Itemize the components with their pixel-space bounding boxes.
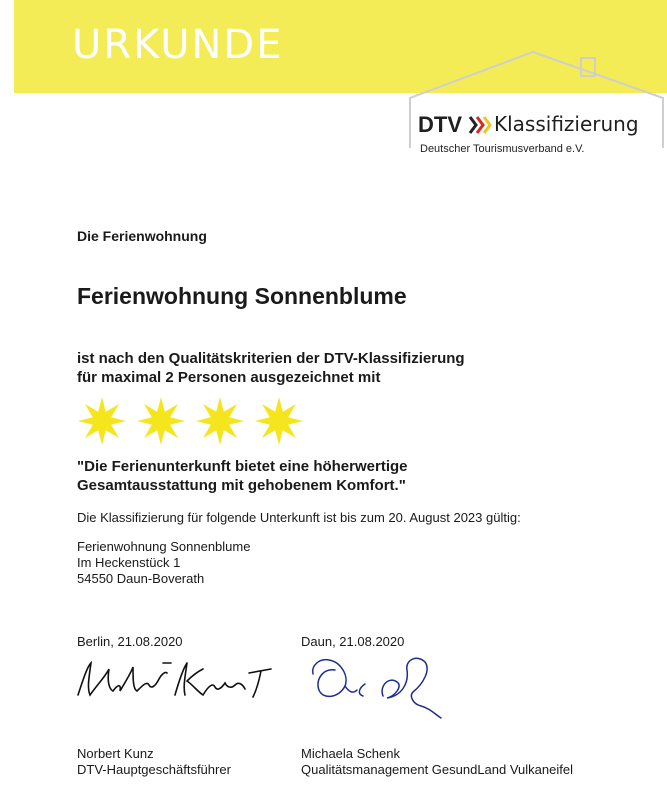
- logo-brand: DTV: [418, 112, 462, 137]
- star-icon: [196, 397, 244, 445]
- star-icon: [255, 397, 303, 445]
- left-signer-name: Norbert Kunz: [77, 746, 154, 761]
- star-rating: [78, 395, 328, 450]
- star-icon: [137, 397, 185, 445]
- address-line: Ferienwohnung Sonnenblume: [77, 539, 251, 554]
- right-signer-name: Michaela Schenk: [301, 746, 400, 761]
- right-place-date: Daun, 21.08.2020: [301, 634, 405, 649]
- quote-line-2: Gesamtausstattung mit gehobenem Komfort.": [77, 477, 406, 494]
- validity-statement: Die Klassifizierung für folgende Unterkunft ist bis zum 20. August 2023 gültig:: [77, 510, 521, 525]
- subject-type: Die Ferienwohnung: [77, 228, 207, 244]
- address-line: Im Heckenstück 1: [77, 555, 181, 570]
- star-icon: [78, 397, 126, 445]
- criteria-line-1: ist nach den Qualitätskriterien der DTV-Klassifizierung: [77, 350, 465, 367]
- logo-name: Klassifizierung: [494, 112, 639, 136]
- property-name: Ferienwohnung Sonnenblume: [77, 283, 407, 309]
- flag-chevrons-icon: [468, 115, 492, 135]
- signature-left: [75, 655, 275, 705]
- right-signer-role: Qualitätsmanagement GesundLand Vulkaneifel: [301, 762, 573, 777]
- quote-line-1: "Die Ferienunterkunft bietet eine höherwertige: [77, 458, 408, 475]
- certificate-title: URKUNDE: [72, 22, 284, 68]
- left-place-date: Berlin, 21.08.2020: [77, 634, 183, 649]
- left-signer-role: DTV-Hauptgeschäftsführer: [77, 762, 231, 777]
- criteria-line-2: für maximal 2 Personen ausgezeichnet mit: [77, 369, 381, 386]
- signature-right: [305, 640, 455, 720]
- address-line: 54550 Daun-Boverath: [77, 571, 205, 586]
- logo-subtitle: Deutscher Tourismusverband e.V.: [420, 143, 585, 155]
